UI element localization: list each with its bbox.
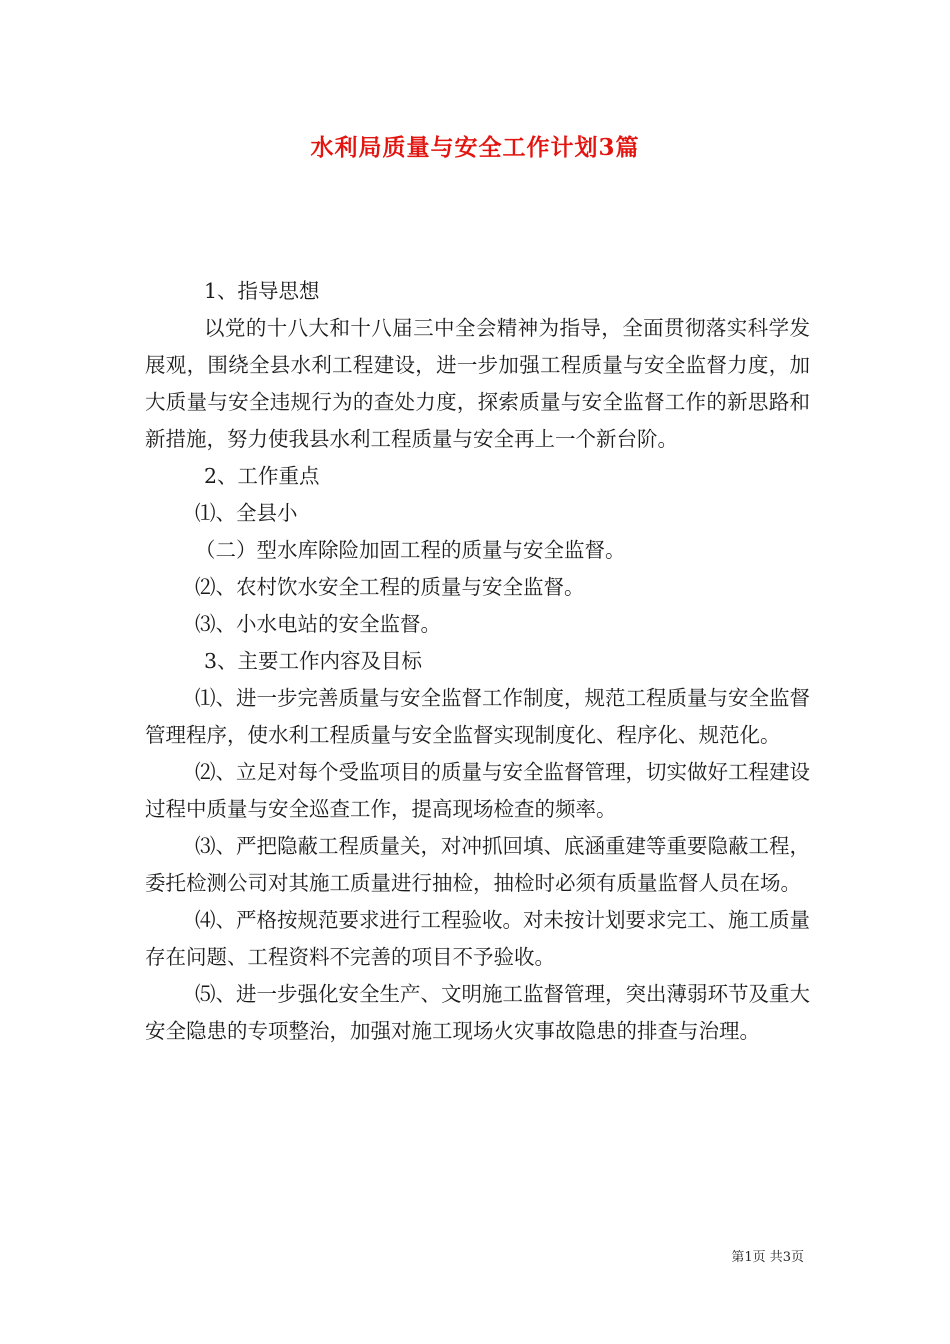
page-number-footer: 第1页 共3页 [731,1250,804,1265]
section-heading-work-focus: 2、工作重点 [204,464,320,488]
paragraph-guiding-ideology: 以党的十八大和十八届三中全会精神为指导，全面贯彻落实科学发展观，围绕全县水利工程建设，进一步加强工程质量与安全监督力度，加大质量与安全违规行为的查处力度，探索质量与安全监督工作的新思路和新措施，努力使我县水利工程质量与安全再上一个新台阶。 [145,316,810,451]
list-item-task-3: ⑶、严把隐蔽工程质量关，对冲抓回填、底涵重建等重要隐蔽工程，委托检测公司对其施工质量进行抽检，抽检时必须有质量监督人员在场。 [145,834,810,895]
list-item-focus-1: ⑴、全县小 [195,501,298,525]
section-heading-guiding-ideology: 1、指导思想 [204,279,320,303]
list-item-task-5: ⑸、进一步强化安全生产、文明施工监督管理，突出薄弱环节及重大安全隐患的专项整治，加强对施工现场火灾事故隐患的排查与治理。 [145,982,810,1043]
document-title: 水利局质量与安全工作计划3篇 [310,134,640,161]
list-item-focus-2: ⑵、农村饮水安全工程的质量与安全监督。 [195,575,585,599]
list-item-task-4: ⑷、严格按规范要求进行工程验收。对未按计划要求完工、施工质量存在问题、工程资料不完善的项目不予验收。 [145,908,810,969]
list-item-focus-1-continued: （二）型水库除险加固工程的质量与安全监督。 [195,538,626,562]
document-body [145,273,810,1050]
list-item-task-2: ⑵、立足对每个受监项目的质量与安全监督管理，切实做好工程建设过程中质量与安全巡查工作，提高现场检查的频率。 [145,760,810,821]
list-item-task-1: ⑴、进一步完善质量与安全监督工作制度，规范工程质量与安全监督管理程序，使水利工程质量与安全监督实现制度化、程序化、规范化。 [145,686,810,747]
section-heading-main-tasks: 3、主要工作内容及目标 [204,649,423,673]
list-item-focus-3: ⑶、小水电站的安全监督。 [195,612,441,636]
